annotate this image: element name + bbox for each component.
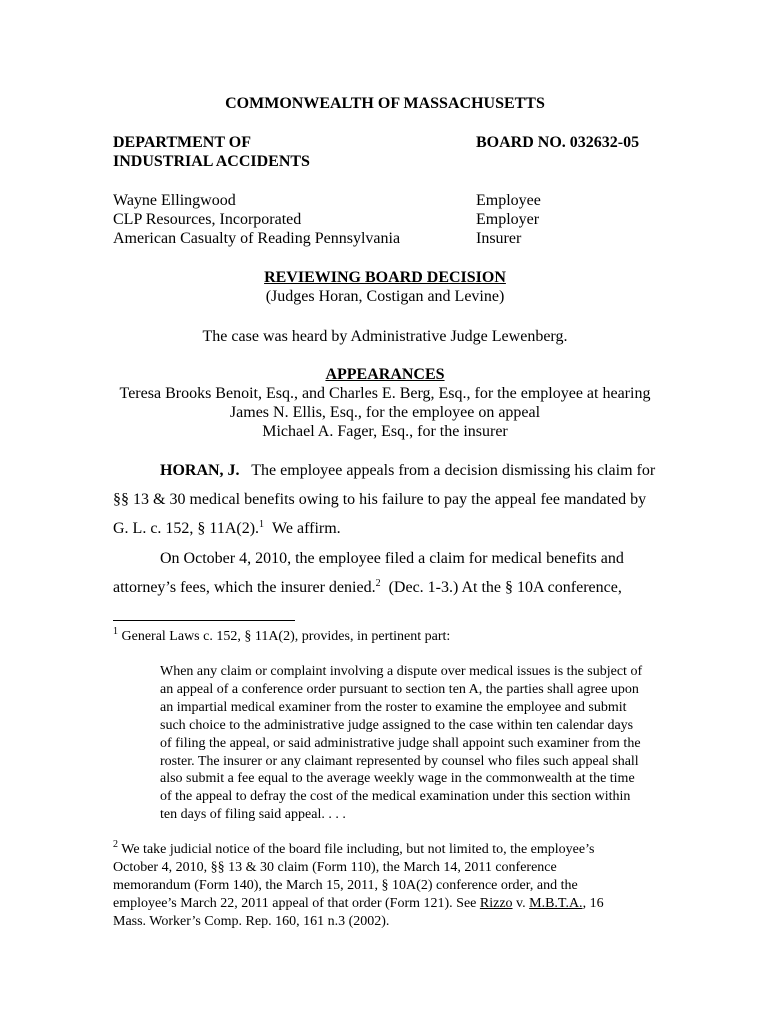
- decision-title-text: REVIEWING BOARD DECISION: [264, 269, 506, 286]
- quote-line: also submit a fee equal to the average weekly wage in the commonwealth at the time: [160, 771, 635, 787]
- board-number: BOARD NO. 032632-05: [476, 134, 640, 151]
- footnote-2-line: October 4, 2010, §§ 13 & 30 claim (Form 110), the March 14, 2011 conference: [113, 860, 557, 875]
- party-name: CLP Resources, Incorporated: [113, 211, 302, 228]
- footnote-ref: 1: [259, 519, 265, 530]
- footnote-2-line: [113, 841, 594, 859]
- footnote-2-line: [113, 895, 604, 913]
- party-role: Employer: [476, 211, 540, 228]
- footnote-2-line: memorandum (Form 140), the March 15, 2011, § 10A(2) conference order, and the: [113, 878, 578, 893]
- footnote-2-line: Mass. Worker’s Comp. Rep. 160, 161 n.3 (2002).: [113, 914, 390, 929]
- body-text: attorney’s fees, which the insurer denied.: [113, 579, 376, 596]
- commonwealth-heading: COMMONWEALTH OF MASSACHUSETTS: [225, 95, 545, 112]
- decision-title: [0, 268, 770, 288]
- footnote-text: v.: [516, 896, 526, 911]
- body-text: The employee appeals from a decision dismissing his claim for: [251, 462, 656, 479]
- quote-line: ten days of filing said appeal. . . .: [160, 807, 346, 823]
- body-text: G. L. c. 152, § 11A(2).: [113, 520, 260, 537]
- appearances-title-text: APPEARANCES: [325, 366, 445, 383]
- quote-line: of the appeal to defray the cost of the medical examination under this section within: [160, 789, 631, 805]
- heard-by-line: The case was heard by Administrative Judge Lewenberg.: [202, 328, 568, 345]
- body-text: We affirm.: [272, 520, 341, 537]
- body-line: [113, 519, 341, 539]
- party-name: American Casualty of Reading Pennsylvania: [113, 230, 401, 247]
- quote-line: such choice to the administrative judge assigned to the case within ten calendar days: [160, 717, 634, 733]
- footnote-number: 2: [113, 839, 118, 850]
- footnote-text: employee’s March 22, 2011 appeal of that order (Form 121). See: [113, 896, 477, 911]
- party-role: Employee: [476, 192, 541, 209]
- footnote-1: [113, 628, 450, 646]
- footnote-number: 1: [113, 626, 118, 637]
- footnote-text: , 16: [582, 896, 604, 911]
- department-line-2: INDUSTRIAL ACCIDENTS: [113, 153, 310, 170]
- appearance-line: Teresa Brooks Benoit, Esq., and Charles E. Berg, Esq., for the employee at hearing: [119, 385, 651, 402]
- department-line-1: DEPARTMENT OF: [113, 134, 251, 151]
- case-citation-rizzo: Rizzo: [479, 896, 513, 911]
- footnote-separator: [113, 620, 295, 621]
- appearances-title: [0, 365, 770, 385]
- appearance-line: James N. Ellis, Esq., for the employee on appeal: [229, 404, 541, 421]
- body-line: [113, 578, 622, 598]
- footnote-text: General Laws c. 152, § 11A(2), provides, in pertinent part:: [121, 629, 451, 644]
- quote-line: an appeal of a conference order pursuant to section ten A, the parties shall agree upon: [160, 681, 639, 697]
- quote-line: roster. The insurer or any claimant represented by counsel who files such appeal shall: [160, 753, 639, 769]
- judges-line: (Judges Horan, Costigan and Levine): [265, 288, 505, 305]
- quote-line: an impartial medical examiner from the roster to examine the employee and submit: [160, 699, 627, 715]
- case-citation-mbta: M.B.T.A.: [529, 896, 583, 911]
- footnote-text: We take judicial notice of the board file including, but not limited to, the employee’s: [121, 842, 595, 857]
- appearance-line: Michael A. Fager, Esq., for the insurer: [262, 423, 508, 440]
- footnote-ref: 2: [375, 578, 381, 589]
- quote-line: When any claim or complaint involving a dispute over medical issues is the subject of: [160, 664, 643, 679]
- quote-line: of filing the appeal, or said administrative judge shall appoint such examiner from the: [160, 735, 641, 751]
- footnote-1-quote: [160, 663, 685, 824]
- party-role: Insurer: [476, 230, 522, 247]
- body-line: On October 4, 2010, the employee filed a claim for medical benefits and: [160, 550, 624, 567]
- body-line: §§ 13 & 30 medical benefits owing to his failure to pay the appeal fee mandated by: [113, 491, 647, 508]
- party-name: Wayne Ellingwood: [113, 192, 236, 209]
- body-line: [160, 461, 655, 481]
- body-text: (Dec. 1-3.) At the § 10A conference,: [388, 579, 622, 596]
- opinion-author: HORAN, J.: [160, 462, 240, 479]
